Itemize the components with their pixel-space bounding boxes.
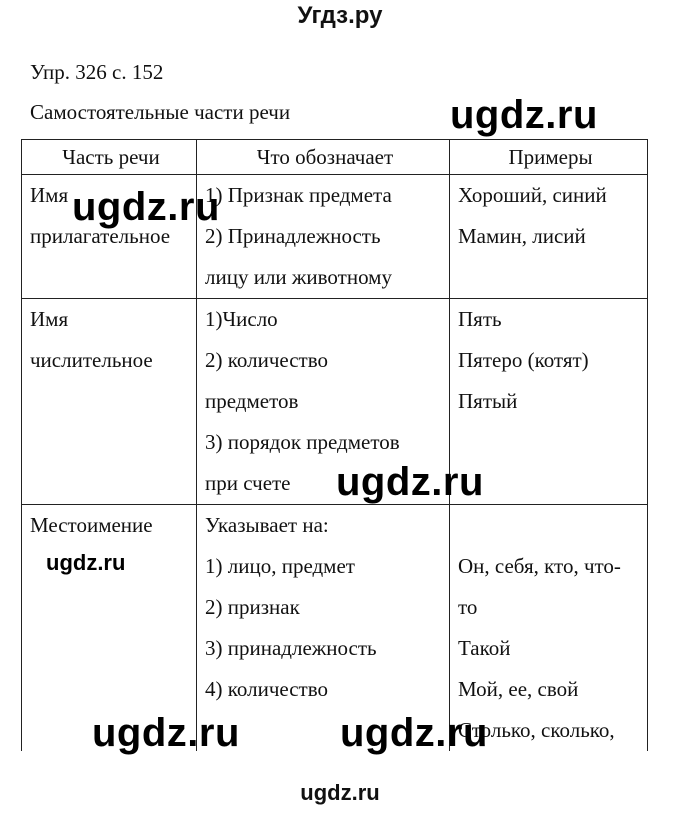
cell-line: 1)Число <box>205 307 278 331</box>
watermark-bottom-mid: ugdz.ru <box>340 711 488 755</box>
cell-line: 3) принадлежность <box>205 636 377 660</box>
column-header-examples: Примеры <box>450 140 648 175</box>
cell-line: 2) признак <box>205 595 300 619</box>
cell-line: 2) Принадлежность <box>205 224 381 248</box>
parts-of-speech-table <box>21 139 648 755</box>
cell-line: прилагательное <box>30 224 171 248</box>
cell-line: то <box>458 595 478 619</box>
cell-line: числительное <box>30 348 153 372</box>
footer-watermark: ugdz.ru <box>300 780 380 805</box>
watermark-row3-left: ugdz.ru <box>46 550 126 575</box>
cell-line: Местоимение <box>30 513 153 537</box>
cell-line: Имя <box>30 307 69 331</box>
column-header-part: Часть речи <box>22 140 197 175</box>
table-row <box>22 299 648 505</box>
watermark-bottom-left: ugdz.ru <box>92 711 240 755</box>
cell-line: 1) лицо, предмет <box>205 554 355 578</box>
cell-line: Мой, ее, свой <box>458 677 579 701</box>
cell-line: предметов <box>205 389 299 413</box>
watermark-row1: ugdz.ru <box>72 185 220 229</box>
part-cell <box>22 299 197 505</box>
cell-line: Он, себя, кто, что- <box>458 554 621 578</box>
examples-cell <box>450 175 648 299</box>
cell-line: при счете <box>205 471 291 495</box>
cell-spacer <box>458 505 643 546</box>
cell-line: Указывает на: <box>205 513 329 537</box>
cell-line: Мамин, лисий <box>458 224 586 248</box>
cell-line: 2) количество <box>205 348 328 372</box>
cell-line: 4) количество <box>205 677 328 701</box>
column-header-meaning: Что обозначает <box>197 140 450 175</box>
watermark-top-right: ugdz.ru <box>450 93 598 137</box>
table-header-row <box>22 140 648 175</box>
cell-line: Пятый <box>458 389 518 413</box>
cell-line: 3) порядок предметов <box>205 430 400 454</box>
watermark-row2: ugdz.ru <box>336 460 484 504</box>
cell-line: Столько, сколько, <box>458 718 615 742</box>
cell-line: 1) Признак предмета <box>205 183 392 207</box>
meaning-cell <box>197 175 450 299</box>
cell-line: Имя <box>30 183 69 207</box>
cell-line: Пятеро (котят) <box>458 348 589 372</box>
cell-line: Пять <box>458 307 502 331</box>
cell-line: Хороший, синий <box>458 183 607 207</box>
cell-line: Такой <box>458 636 511 660</box>
cell-line: лицу или животному <box>205 265 392 289</box>
section-subtitle: Самостоятельные части речи <box>30 100 291 124</box>
site-title: Угдз.ру <box>297 2 383 29</box>
exercise-title: Упр. 326 с. 152 <box>30 60 164 84</box>
